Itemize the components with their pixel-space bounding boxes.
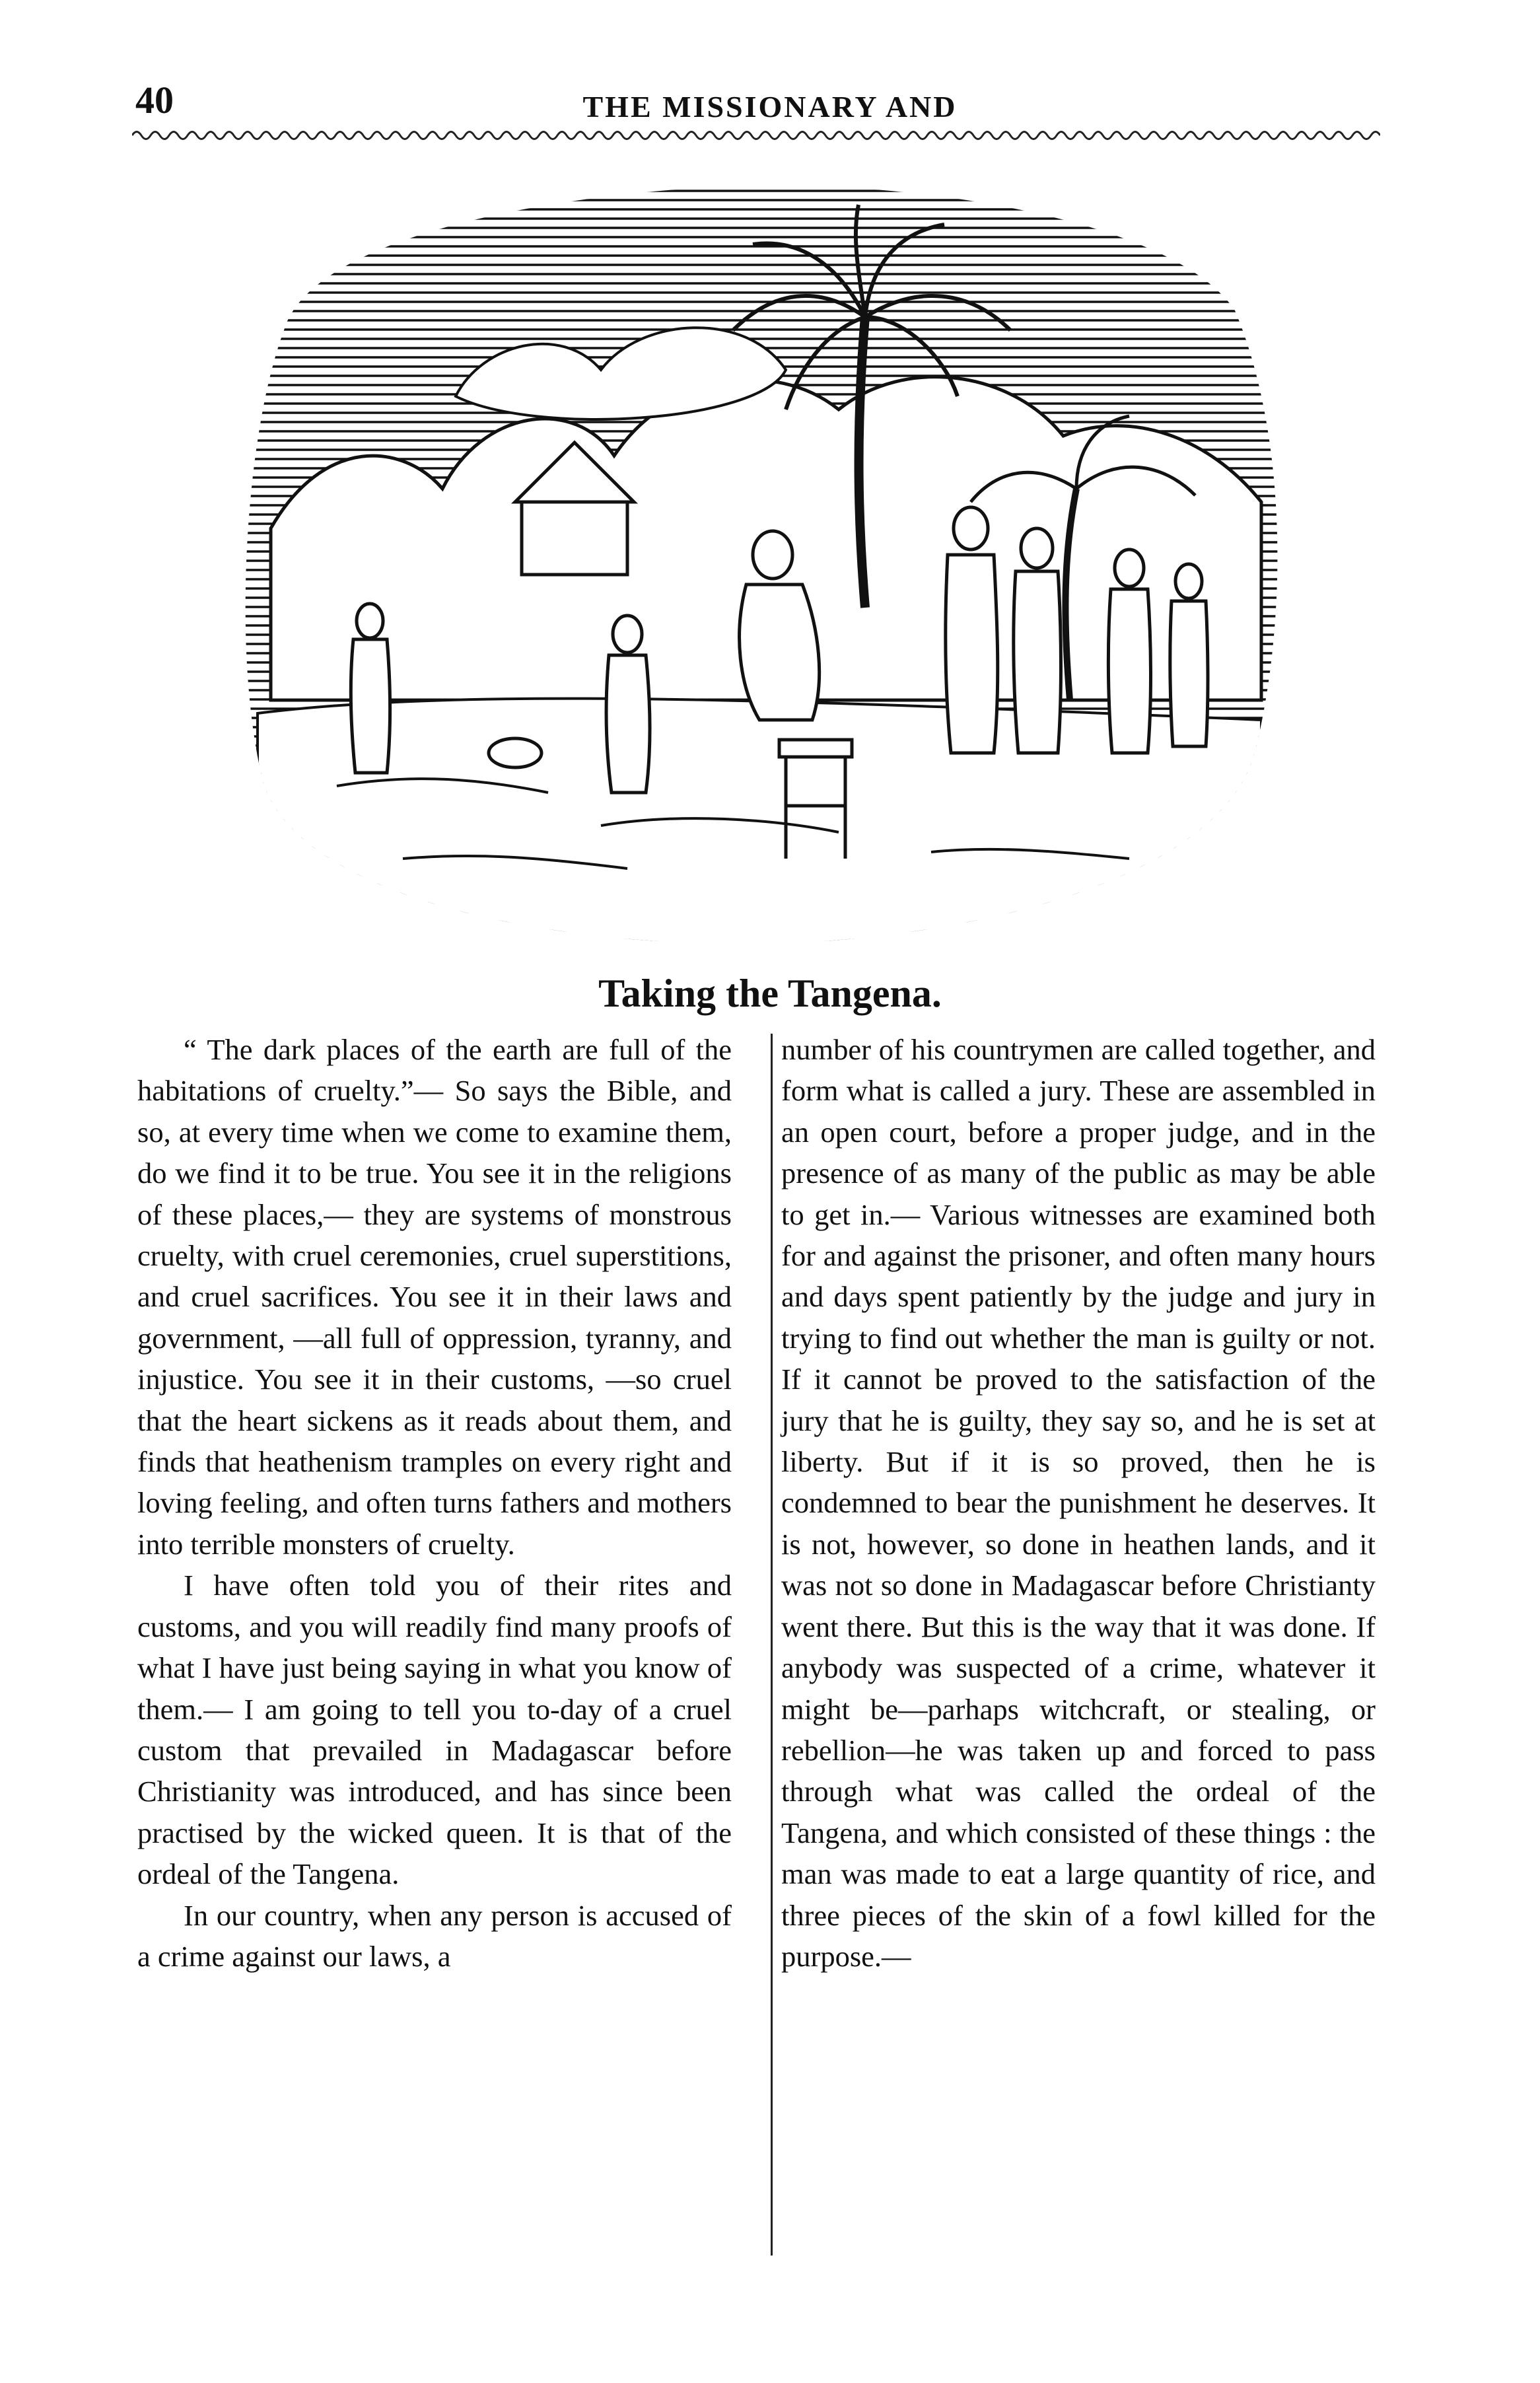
- running-head-title: THE MISSIONARY AND: [582, 90, 958, 124]
- left-column: [137, 1029, 732, 1977]
- page-number: 40: [135, 79, 174, 122]
- illustration-caption: Taking the Tangena.: [598, 972, 942, 1015]
- header-wavy-rule: [132, 125, 1380, 145]
- paragraph: In our country, when any person is accused of a crime against our laws, a: [137, 1898, 732, 1973]
- paragraph: I have often told you of their rites and customs, and you will readily find many proofs of what I have just being saying in what you know of them.— I am going to tell you to-day of a cruel custom that prevailed in Madagascar before Christianity was introduced, and has since been practised by the wicked queen. It is that of the ordeal of the Tangena.: [137, 1569, 732, 1891]
- tangena-engraving: [205, 159, 1314, 964]
- paragraph: number of his countrymen are called together, and form what is called a jury. These are assembled in an open court, before a proper judge, and in the presence of as many of the public as may be able to get in.— Various witnesses are examined both for and against the prisoner, and often many hours and days spent patiently by the judge and jury in trying to find out whether the man is guilty or not. If it cannot be proved to the satisfaction of the jury that he is guilty, they say so, and he is set at liberty. But if it is so proved, then he is condemned to bear the punishment he deserves. It is not, however, so done in heathen lands, and it was not so done in Madagascar before Christianty went there. But this is the way that it was done. If anybody was suspected of a crime, whatever it might be—parhaps witchcraft, or stealing, or rebellion—he was taken up and forced to pass through what was called the ordeal of the Tangena, and which consisted of these things : the man was made to eat a large quantity of rice, and three pieces of the skin of a fowl killed for the purpose.—: [781, 1033, 1376, 1973]
- paragraph: “ The dark places of the earth are full of the habitations of cruelty.”— So says the Bible, and so, at every time when we come to examine them, do we find it to be true. You see it in the religions of these places,— they are systems of monstrous cruelty, with cruel ceremonies, cruel superstitions, and cruel sacrifices. You see it in their laws and government, —all full of oppression, tyranny, and injustice. You see it in their customs, —so cruel that the heart sickens as it reads about them, and finds that heathenism tramples on every right and loving feeling, and often turns fathers and mothers into terrible monsters of cruelty.: [137, 1033, 732, 1561]
- right-column: [781, 1029, 1376, 1977]
- column-divider: [771, 1034, 773, 2256]
